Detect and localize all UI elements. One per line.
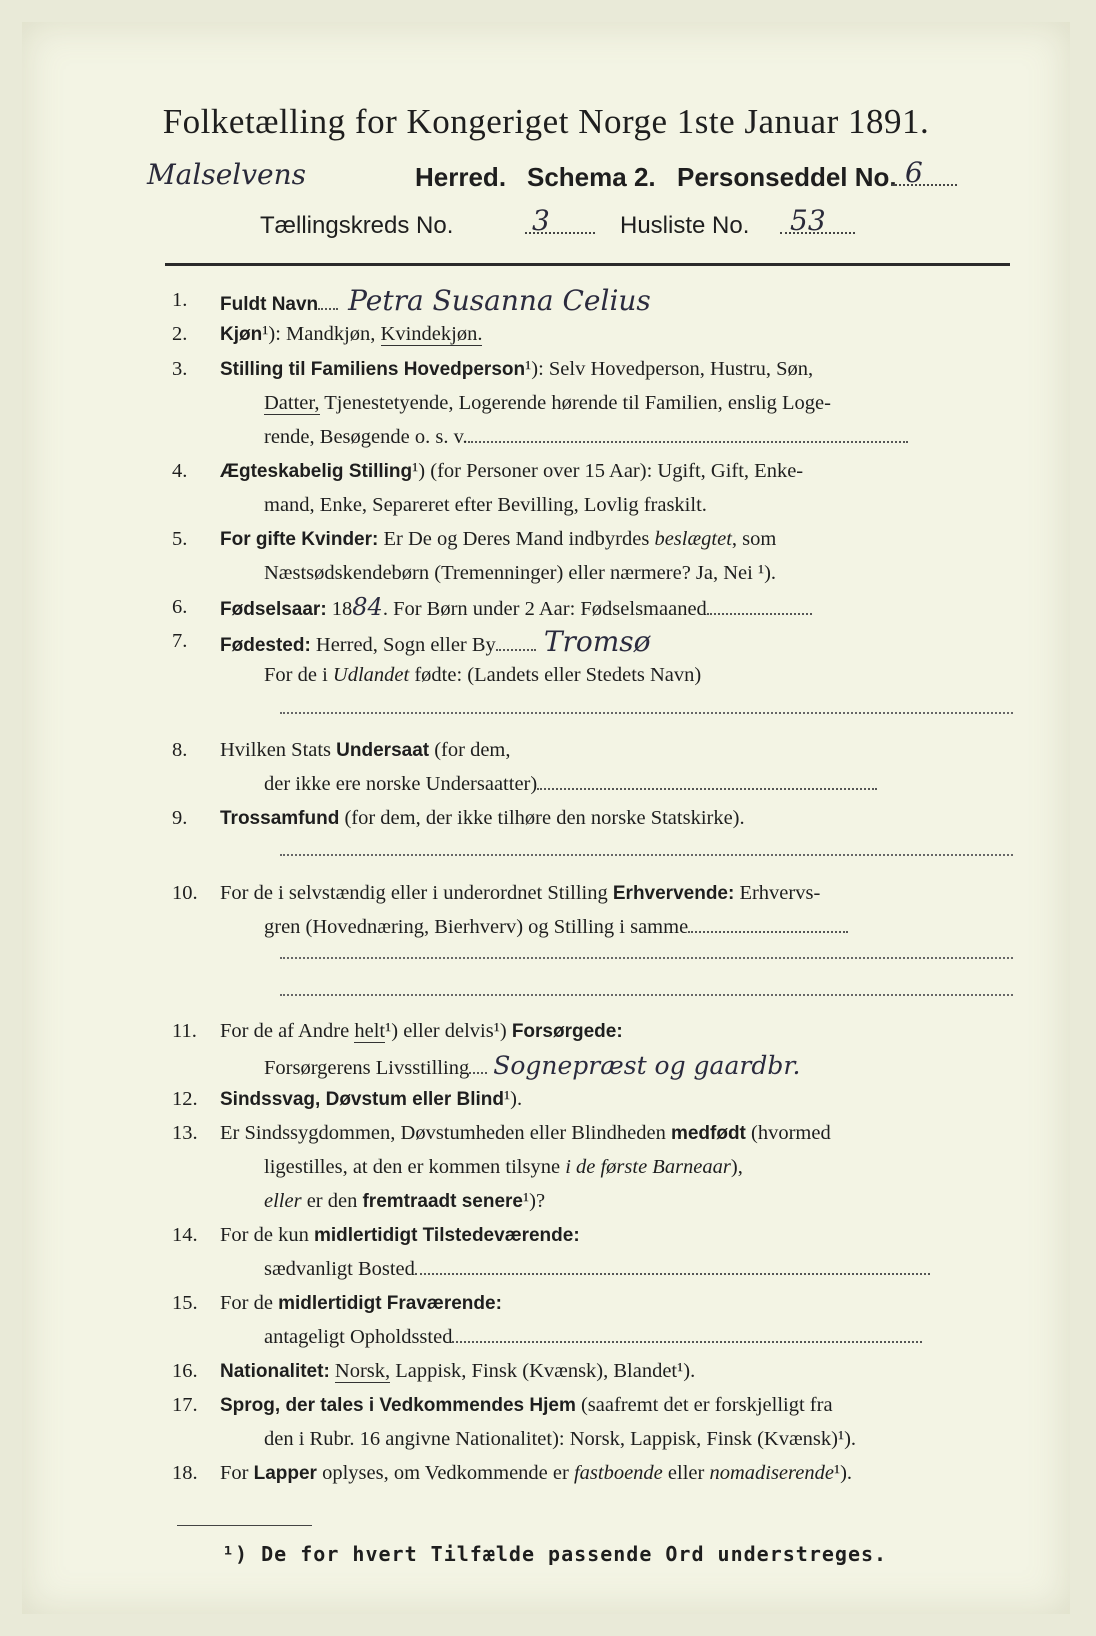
personseddel-label: Personseddel No. [677, 162, 897, 192]
husliste-dots [780, 232, 855, 234]
herred-label: Herred. [415, 162, 507, 192]
kreds-label: Tællingskreds No. [260, 212, 454, 239]
schema-label: Schema 2. [527, 162, 656, 192]
supporter-occupation-handwritten: Sognepræst og gaardbr. [493, 1051, 801, 1080]
blank-line [280, 957, 1013, 959]
blank-line [280, 854, 1013, 856]
item-number: 1. [172, 289, 188, 311]
kvindekjon-underlined: Kvindekjøn. [380, 323, 483, 345]
blank-line [280, 994, 1013, 996]
blank-line [280, 712, 1013, 714]
datter-underlined: Datter, [264, 392, 320, 414]
full-name-handwritten: Petra Susanna Celius [348, 284, 651, 317]
birthplace-handwritten: Tromsø [543, 625, 651, 658]
personseddel-dots [892, 184, 957, 186]
form-title: Folketælling for Kongeriget Norge 1ste Januar 1891. [162, 102, 930, 141]
norsk-underlined: Norsk, [334, 1360, 391, 1382]
header-rule [165, 263, 1010, 266]
footnote: ¹) De for hvert Tilfælde passende Ord understreges. [222, 1542, 888, 1566]
birth-year-handwritten: 84 [352, 593, 383, 621]
census-form-sheet: Folketælling for Kongeriget Norge 1ste Januar 1891. Malselvens Herred. Schema 2. Personseddel No. 6 Tællingskreds No. 3 Husliste No. 53 1. Fuldt Navn Petra Susanna Celius 2. Kjøn¹): Mandkjøn, Kvindekjøn. 3. Stilling til Familiens Hovedperson¹): Selv Hovedperson, Hustru, Søn, Datter, Tjenestetyende, Logerende hørende til Familien, enslig Loge- rende, Besøgende o. s. v. 4. Ægteskabelig Stilling¹) (for Personer over 15 Aar): Ugift, Gift, Enke- mand, Enke, Separeret efter Bevilling, Lovlig fraskilt. 5. For gifte Kvinder: Er De og Deres Mand indbyrdes beslægtet, som Næstsødskendebørn (Tremenninger) eller nærmere? Ja, Nei ¹). 6. Fødselsaar: 1884. For Børn under 2 Aar: Fødselsmaaned 7. Fødested: Herred, Sogn eller By Tromsø For de i Udlandet fødte: (Landets eller Stedets Navn) 8. Hvilken Stats Undersaat (for dem, der ikke ere norske Undersaatter) 9. Trossamfund (for dem, der ikke tilhøre den norske Statskirke). 10. For de i selvstændig eller i underordnet Stilling Erhvervende: Erhvervs- gren (Hovednæring, Bierhverv) og Stilling i samme 11. For de af Andre helt¹) eller delvis¹) Forsørgede: Forsørgerens Livsstilling Sognepræst og gaardbr. 12. Sindssvag, Døvstum eller Blind¹). 13. Er Sindssygdommen, Døvstumheden eller Blindheden medfødt (hvormed ligestilles, at den er kommen tilsyne i de første Barneaar), eller er den fremtraadt senere¹)? 14. For de kun midlertidigt Tilstedeværende: sædvanligt Bosted 15. For de midlertidigt Fraværende: antageligt Opholdssted 16. Nationalitet: Norsk, Lappisk, Finsk (Kvænsk), Blandet¹). 17. Sprog, der tales i Vedkommendes Hjem (saafremt det er forskjelligt fra den i Rubr. 16 angivne Nationalitet): Norsk, Lappisk, Finsk (Kvænsk)¹). 18. For Lapper oplyses, om Vedkommende er fastboende eller nomadiserende¹). ¹) De for hvert Tilfælde passende Ord understreges. [22, 22, 1070, 1614]
personseddel-number: 6 [905, 156, 923, 189]
kreds-number: 3 [532, 204, 550, 237]
husliste-number: 53 [790, 204, 826, 237]
footnote-rule [177, 1525, 312, 1526]
helt-underlined: helt [354, 1020, 386, 1042]
husliste-label: Husliste No. [620, 212, 750, 239]
herred-name-handwritten: Malselvens [147, 158, 307, 191]
kreds-dots [525, 232, 595, 234]
item-label: Fuldt Navn [220, 294, 319, 315]
header-herred-line [147, 156, 1007, 206]
